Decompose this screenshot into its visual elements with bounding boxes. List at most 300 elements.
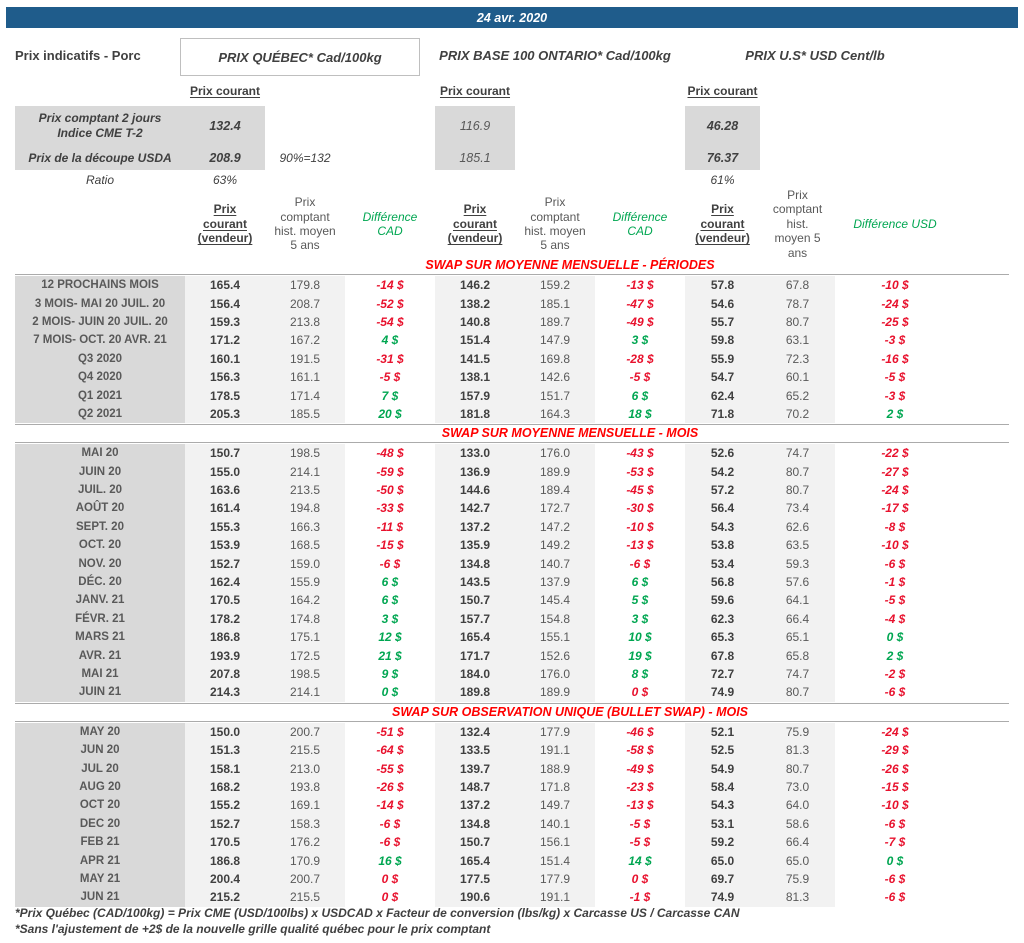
period-label: MAI 20	[15, 444, 185, 462]
price-current: 156.4	[185, 294, 265, 312]
price-difference: -30 $	[626, 501, 654, 516]
price-hist-avg: 65.0	[760, 851, 835, 869]
price-difference: -27 $	[881, 464, 909, 479]
table-row	[15, 276, 1024, 294]
col-header-current-ontario: Prix courant (vendeur)	[447, 202, 503, 246]
price-current: 59.2	[685, 833, 760, 851]
price-current: 165.4	[435, 628, 515, 646]
price-current: 62.4	[685, 386, 760, 404]
table-row	[15, 481, 1024, 499]
table-row	[15, 368, 1024, 386]
price-current: 72.7	[685, 665, 760, 683]
price-difference: -52 $	[376, 296, 404, 311]
price-hist-avg: 154.8	[515, 610, 595, 628]
price-current: 193.9	[185, 646, 265, 664]
section-divider	[15, 721, 1009, 722]
price-difference: -6 $	[884, 816, 906, 831]
spacer	[760, 146, 835, 170]
price-difference: -17 $	[881, 501, 909, 516]
price-difference: -3 $	[884, 388, 906, 403]
period-label: MARS 21	[15, 628, 185, 646]
price-difference: 19 $	[628, 648, 652, 663]
col-header-diff-cad-quebec: Différence CAD	[362, 209, 418, 238]
spacer	[760, 106, 835, 146]
table-row	[15, 536, 1024, 554]
spot-value-quebec-cme: 132.4	[185, 106, 265, 146]
spacer	[760, 170, 835, 190]
table-row	[15, 350, 1024, 368]
spacer	[515, 84, 595, 98]
table-row	[15, 665, 1024, 683]
col-header-current-quebec: Prix courant (vendeur)	[197, 202, 253, 246]
spacer	[835, 106, 955, 146]
spacer	[345, 84, 435, 98]
price-difference: -59 $	[376, 464, 404, 479]
price-current: 153.9	[185, 536, 265, 554]
period-label: JUN 20	[15, 741, 185, 759]
price-difference: -26 $	[376, 779, 404, 794]
price-difference: -15 $	[881, 779, 909, 794]
price-hist-avg: 214.1	[265, 683, 345, 701]
period-label: JUIL. 20	[15, 481, 185, 499]
price-difference: -5 $	[884, 593, 906, 608]
ratio-value-us: 61%	[710, 173, 735, 187]
spot-value-ontario-cme: 116.9	[435, 106, 515, 146]
price-difference: -31 $	[376, 351, 404, 366]
price-difference: 4 $	[381, 333, 399, 348]
period-label: JUN 21	[15, 888, 185, 906]
price-current: 150.0	[185, 723, 265, 741]
price-current: 54.2	[685, 463, 760, 481]
price-hist-avg: 176.2	[265, 833, 345, 851]
price-difference: -24 $	[881, 483, 909, 498]
section-divider	[15, 274, 1009, 275]
price-difference: -7 $	[884, 835, 906, 850]
price-hist-avg: 161.1	[265, 368, 345, 386]
price-current: 65.3	[685, 628, 760, 646]
table-row	[15, 870, 1024, 888]
spacer	[515, 106, 595, 146]
price-difference: -6 $	[629, 556, 651, 571]
price-difference: 6 $	[381, 575, 399, 590]
table-row	[15, 741, 1024, 759]
price-hist-avg: 151.4	[515, 851, 595, 869]
price-current: 155.3	[185, 518, 265, 536]
price-hist-avg: 147.9	[515, 331, 595, 349]
period-label: 12 PROCHAINS MOIS	[15, 276, 185, 294]
price-current: 165.4	[435, 851, 515, 869]
price-hist-avg: 185.5	[265, 405, 345, 423]
price-hist-avg: 164.3	[515, 405, 595, 423]
price-hist-avg: 179.8	[265, 276, 345, 294]
price-hist-avg: 189.9	[515, 463, 595, 481]
price-current: 134.8	[435, 815, 515, 833]
price-hist-avg: 80.7	[760, 759, 835, 777]
price-hist-avg: 215.5	[265, 741, 345, 759]
spot-value-ontario-usda: 185.1	[435, 146, 515, 170]
price-difference: -6 $	[884, 871, 906, 886]
spot-label-cme-line1: Prix comptant 2 jours	[38, 111, 162, 125]
period-label: Q3 2020	[15, 350, 185, 368]
price-difference: -5 $	[629, 370, 651, 385]
price-difference: -1 $	[629, 890, 651, 905]
price-current: 190.6	[435, 888, 515, 906]
price-hist-avg: 215.5	[265, 888, 345, 906]
period-label: SEPT. 20	[15, 518, 185, 536]
price-current: 54.9	[685, 759, 760, 777]
price-hist-avg: 58.6	[760, 815, 835, 833]
price-hist-avg: 80.7	[760, 481, 835, 499]
price-current: 138.1	[435, 368, 515, 386]
price-difference: -53 $	[626, 464, 654, 479]
price-hist-avg: 177.9	[515, 723, 595, 741]
price-difference: 2 $	[886, 648, 904, 663]
price-current: 151.4	[435, 331, 515, 349]
period-label: MAY 21	[15, 870, 185, 888]
price-hist-avg: 169.1	[265, 796, 345, 814]
price-difference: 0 $	[381, 871, 399, 886]
price-difference: -55 $	[376, 761, 404, 776]
price-current: 52.1	[685, 723, 760, 741]
price-difference: -47 $	[626, 296, 654, 311]
prix-courant-row	[15, 84, 1024, 98]
price-current: 69.7	[685, 870, 760, 888]
price-difference: -29 $	[881, 743, 909, 758]
table-row	[15, 294, 1024, 312]
price-difference: -13 $	[626, 538, 654, 553]
price-current: 135.9	[435, 536, 515, 554]
spot-label-cme	[15, 106, 185, 146]
spot-label-cme-line2: Indice CME T-2	[57, 126, 143, 140]
price-hist-avg: 155.9	[265, 573, 345, 591]
price-difference: 0 $	[381, 685, 399, 700]
price-current: 150.7	[435, 591, 515, 609]
price-difference: 20 $	[378, 406, 402, 421]
price-difference: -26 $	[881, 761, 909, 776]
price-hist-avg: 59.3	[760, 554, 835, 572]
section-title: SWAP SUR MOYENNE MENSUELLE - MOIS	[441, 426, 699, 441]
price-difference: -25 $	[881, 314, 909, 329]
price-current: 139.7	[435, 759, 515, 777]
price-hist-avg: 189.9	[515, 683, 595, 701]
table-row	[15, 851, 1024, 869]
price-difference: -58 $	[626, 743, 654, 758]
price-current: 177.5	[435, 870, 515, 888]
price-current: 158.1	[185, 759, 265, 777]
price-current: 132.4	[435, 723, 515, 741]
price-difference: 3 $	[631, 333, 649, 348]
price-hist-avg: 80.7	[760, 463, 835, 481]
section-title: SWAP SUR OBSERVATION UNIQUE (BULLET SWAP) - MOIS	[391, 704, 749, 719]
price-difference: 9 $	[381, 667, 399, 681]
col-header-diff-usd-us: Différence USD	[853, 216, 937, 231]
table-row	[15, 833, 1024, 851]
spacer	[345, 146, 435, 170]
price-current: 54.3	[685, 518, 760, 536]
price-current: 152.7	[185, 815, 265, 833]
price-hist-avg: 78.7	[760, 294, 835, 312]
period-label: OCT 20	[15, 796, 185, 814]
spot-label-usda: Prix de la découpe USDA	[15, 146, 185, 170]
price-hist-avg: 172.7	[515, 499, 595, 517]
price-hist-avg: 137.9	[515, 573, 595, 591]
price-current: 58.4	[685, 778, 760, 796]
price-difference: 12 $	[378, 630, 402, 645]
price-hist-avg: 66.4	[760, 610, 835, 628]
price-current: 151.3	[185, 741, 265, 759]
price-hist-avg: 74.7	[760, 444, 835, 462]
price-difference: 8 $	[631, 667, 649, 681]
price-hist-avg: 213.0	[265, 759, 345, 777]
price-hist-avg: 189.4	[515, 481, 595, 499]
price-current: 157.9	[435, 386, 515, 404]
period-label: AVR. 21	[15, 646, 185, 664]
spot-value-us-cme: 46.28	[685, 106, 760, 146]
price-difference: -23 $	[626, 779, 654, 794]
period-label: 2 MOIS- JUIN 20 JUIL. 20	[15, 313, 185, 331]
price-hist-avg: 191.1	[515, 741, 595, 759]
price-current: 53.8	[685, 536, 760, 554]
col-header-hist-ontario: Prix comptant hist. moyen 5 ans	[524, 195, 586, 253]
price-hist-avg: 159.0	[265, 554, 345, 572]
price-current: 56.4	[685, 499, 760, 517]
price-hist-avg: 191.1	[515, 888, 595, 906]
spacer	[835, 146, 955, 170]
price-current: 156.3	[185, 368, 265, 386]
price-current: 189.8	[435, 683, 515, 701]
price-current: 165.4	[185, 276, 265, 294]
price-current: 134.8	[435, 554, 515, 572]
price-hist-avg: 81.3	[760, 888, 835, 906]
price-hist-avg: 214.1	[265, 463, 345, 481]
col-header-diff-cad-ontario: Différence CAD	[612, 209, 668, 238]
price-current: 186.8	[185, 628, 265, 646]
price-current: 59.6	[685, 591, 760, 609]
price-current: 137.2	[435, 518, 515, 536]
spacer	[345, 170, 435, 190]
section-divider	[15, 442, 1009, 443]
price-hist-avg: 176.0	[515, 444, 595, 462]
price-current: 146.2	[435, 276, 515, 294]
price-hist-avg: 149.2	[515, 536, 595, 554]
spacer	[265, 170, 345, 190]
price-hist-avg: 60.1	[760, 368, 835, 386]
price-current: 57.2	[685, 481, 760, 499]
price-current: 178.2	[185, 610, 265, 628]
price-difference: -28 $	[626, 351, 654, 366]
table-row	[15, 723, 1024, 741]
spacer	[435, 170, 515, 190]
price-current: 152.7	[185, 554, 265, 572]
price-current: 62.3	[685, 610, 760, 628]
price-hist-avg: 80.7	[760, 313, 835, 331]
table-row	[15, 778, 1024, 796]
price-current: 148.7	[435, 778, 515, 796]
price-hist-avg: 151.7	[515, 386, 595, 404]
ratio-value-quebec: 63%	[212, 173, 238, 187]
price-current: 137.2	[435, 796, 515, 814]
price-current: 170.5	[185, 833, 265, 851]
spacer	[760, 84, 835, 98]
price-hist-avg: 73.4	[760, 499, 835, 517]
price-hist-avg: 177.9	[515, 870, 595, 888]
spacer	[595, 146, 685, 170]
period-label: DÉC. 20	[15, 573, 185, 591]
price-difference: 3 $	[631, 611, 649, 626]
price-hist-avg: 176.0	[515, 665, 595, 683]
price-current: 71.8	[685, 405, 760, 423]
price-hist-avg: 67.8	[760, 276, 835, 294]
group-title-ontario: PRIX BASE 100 ONTARIO* Cad/100kg	[439, 48, 671, 63]
table-row	[15, 888, 1024, 906]
price-current: 163.6	[185, 481, 265, 499]
price-hist-avg: 65.2	[760, 386, 835, 404]
price-current: 74.9	[685, 683, 760, 701]
price-current: 57.8	[685, 276, 760, 294]
price-hist-avg: 158.3	[265, 815, 345, 833]
price-current: 136.9	[435, 463, 515, 481]
table-row	[15, 518, 1024, 536]
price-difference: -5 $	[884, 370, 906, 385]
table-row	[15, 646, 1024, 664]
price-difference: -43 $	[626, 446, 654, 461]
date-bar: 24 avr. 2020	[6, 7, 1018, 28]
price-current: 133.5	[435, 741, 515, 759]
group-title-quebec: PRIX QUÉBEC* Cad/100kg	[180, 38, 420, 76]
price-hist-avg: 174.8	[265, 610, 345, 628]
spacer	[835, 170, 955, 190]
period-label: Q4 2020	[15, 368, 185, 386]
section-divider	[15, 424, 1009, 425]
period-label: JUIN 21	[15, 683, 185, 701]
price-difference: 18 $	[628, 406, 652, 421]
spacer	[515, 146, 595, 170]
table-row	[15, 331, 1024, 349]
price-hist-avg: 198.5	[265, 665, 345, 683]
price-hist-avg: 74.7	[760, 665, 835, 683]
price-difference: -49 $	[626, 761, 654, 776]
price-hist-avg: 172.5	[265, 646, 345, 664]
spacer	[265, 84, 345, 98]
price-difference: 6 $	[631, 575, 649, 590]
table-row	[15, 796, 1024, 814]
price-hist-avg: 170.9	[265, 851, 345, 869]
price-hist-avg: 145.4	[515, 591, 595, 609]
price-difference: -13 $	[626, 278, 654, 293]
section-title: SWAP SUR MOYENNE MENSUELLE - PÉRIODES	[425, 258, 715, 272]
price-hist-avg: 70.2	[760, 405, 835, 423]
price-current: 54.3	[685, 796, 760, 814]
price-hist-avg: 152.6	[515, 646, 595, 664]
price-hist-avg: 213.8	[265, 313, 345, 331]
period-label: JANV. 21	[15, 591, 185, 609]
table-row	[15, 313, 1024, 331]
price-difference: 0 $	[631, 871, 649, 886]
price-difference: -45 $	[626, 483, 654, 498]
table-row	[15, 405, 1024, 423]
price-current: 53.1	[685, 815, 760, 833]
price-current: 67.8	[685, 646, 760, 664]
price-difference: -3 $	[884, 333, 906, 348]
price-difference: 2 $	[886, 406, 904, 421]
table-row	[15, 386, 1024, 404]
price-difference: 7 $	[381, 388, 399, 403]
price-hist-avg: 63.5	[760, 536, 835, 554]
price-current: 159.3	[185, 313, 265, 331]
price-difference: -51 $	[376, 724, 404, 739]
price-current: 54.6	[685, 294, 760, 312]
footnote-price-formula: *Prix Québec (CAD/100kg) = Prix CME (USD/100lbs) x USDCAD x Facteur de conversion (lbs/kg) x Carcasse US / Carcasse CAN	[15, 906, 740, 920]
price-difference: 14 $	[628, 853, 652, 868]
price-difference: -22 $	[881, 446, 909, 461]
price-hist-avg: 73.0	[760, 778, 835, 796]
price-hist-avg: 81.3	[760, 741, 835, 759]
price-difference: -14 $	[376, 798, 404, 813]
price-current: 52.5	[685, 741, 760, 759]
spacer	[835, 84, 955, 98]
price-hist-avg: 167.2	[265, 331, 345, 349]
price-difference: -6 $	[379, 835, 401, 850]
price-hist-avg: 75.9	[760, 723, 835, 741]
period-label: Q1 2021	[15, 386, 185, 404]
table-row	[15, 499, 1024, 517]
price-hist-avg: 208.7	[265, 294, 345, 312]
price-current: 205.3	[185, 405, 265, 423]
period-label: APR 21	[15, 851, 185, 869]
price-current: 55.9	[685, 350, 760, 368]
section-divider	[15, 703, 1009, 704]
price-difference: 5 $	[631, 593, 649, 608]
price-current: 54.7	[685, 368, 760, 386]
price-current: 168.2	[185, 778, 265, 796]
price-hist-avg: 64.0	[760, 796, 835, 814]
price-current: 181.8	[435, 405, 515, 423]
price-difference: 16 $	[378, 853, 402, 868]
price-current: 215.2	[185, 888, 265, 906]
price-hist-avg: 171.4	[265, 386, 345, 404]
price-current: 162.4	[185, 573, 265, 591]
price-difference: -33 $	[376, 501, 404, 516]
price-difference: -48 $	[376, 446, 404, 461]
spacer	[345, 106, 435, 146]
price-hist-avg: 200.7	[265, 870, 345, 888]
price-difference: -10 $	[626, 519, 654, 534]
price-current: 55.7	[685, 313, 760, 331]
price-hist-avg: 194.8	[265, 499, 345, 517]
col-header-current-us: Prix courant (vendeur)	[695, 202, 750, 246]
price-current: 133.0	[435, 444, 515, 462]
table-row	[15, 683, 1024, 701]
price-hist-avg: 191.5	[265, 350, 345, 368]
price-difference: -24 $	[881, 724, 909, 739]
period-label: FEB 21	[15, 833, 185, 851]
price-difference: -2 $	[884, 667, 906, 681]
price-hist-avg: 193.8	[265, 778, 345, 796]
price-hist-avg: 63.1	[760, 331, 835, 349]
price-hist-avg: 175.1	[265, 628, 345, 646]
price-difference: -6 $	[884, 890, 906, 905]
col-header-hist-us: Prix comptant hist. moyen 5 ans	[772, 188, 823, 260]
ratio-label: Ratio	[85, 173, 114, 187]
table-row	[15, 463, 1024, 481]
price-difference: -8 $	[884, 519, 906, 534]
price-hist-avg: 65.1	[760, 628, 835, 646]
price-hist-avg: 62.6	[760, 518, 835, 536]
price-difference: -13 $	[626, 798, 654, 813]
price-current: 171.2	[185, 331, 265, 349]
spacer	[595, 106, 685, 146]
table-row	[15, 573, 1024, 591]
